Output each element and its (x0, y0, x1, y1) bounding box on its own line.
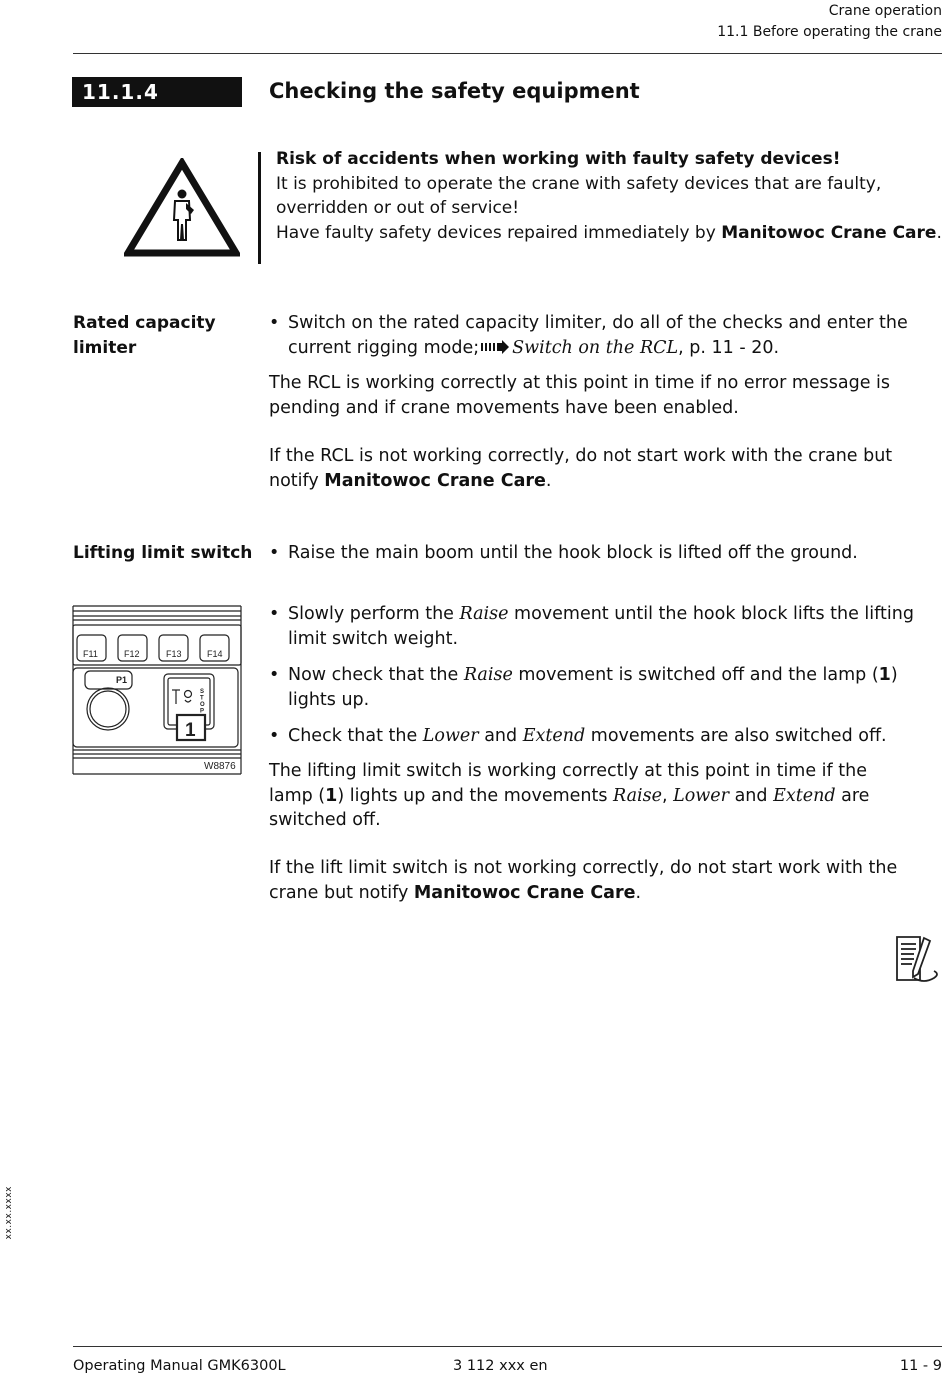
header-chapter: Crane operation (828, 3, 942, 19)
header-section: 11.1 Before operating the crane (717, 24, 942, 40)
cross-reference-arrow-icon (481, 340, 509, 354)
control-panel-figure (72, 604, 243, 776)
lamp-callout: 1 (185, 720, 196, 741)
notes-pencil-icon (894, 934, 942, 986)
key-f12: F12 (124, 649, 140, 659)
footer-manual-title: Operating Manual GMK6300L (73, 1358, 286, 1374)
lls-bullet-3: • Now check that the Raise movement is switched off and the lamp (1) lights up. (269, 665, 898, 710)
header-rule (73, 53, 942, 54)
section-title: Checking the safety equipment (269, 79, 640, 103)
footer-document-number: 3 112 xxx en (453, 1358, 548, 1374)
heading-rated-capacity-limiter: Rated capacity limiter (73, 313, 216, 358)
knob-label: P1 (116, 675, 128, 685)
section-number: 11.1.4 (72, 77, 242, 107)
rcl-bullet: • Switch on the rated capacity limiter, do all of the checks and enter the current rigging mode; Switch on the RCL, p. 11 - 20. (269, 313, 908, 358)
side-code: xx.xx.xxxx (4, 1186, 14, 1240)
heading-lifting-limit-switch: Lifting limit switch (73, 543, 253, 563)
lls-bullet-list (269, 602, 919, 749)
warning-line-1: It is prohibited to operate the crane with safety devices that are faulty, (276, 173, 882, 194)
lls-paragraph-1: The lifting limit switch is working correctly at this point in time if the lamp (1) lights up and the movements Raise, Lower and Extend are switched off. (269, 761, 870, 830)
warning-bar (258, 152, 261, 264)
rcl-paragraph-2: If the RCL is not working correctly, do not start work with the crane but notify Manitowoc Crane Care. (269, 446, 893, 491)
warning-line-2: overridden or out of service! (276, 198, 520, 218)
warning-heading: Risk of accidents when working with faulty safety devices! (276, 149, 841, 169)
key-f14: F14 (207, 649, 223, 659)
warning-line-3: Have faulty safety devices repaired immediately by Manitowoc Crane Care. (276, 222, 942, 243)
warning-triangle-person-icon (124, 158, 240, 258)
key-f11: F11 (83, 649, 98, 659)
stop-label: S T O P (200, 689, 205, 715)
lls-bullet-1: • Raise the main boom until the hook block is lifted off the ground. (269, 543, 858, 563)
rcl-paragraph-1: The RCL is working correctly at this point in time if no error message is pending and if crane movements have been enabled. (269, 373, 891, 418)
footer-rule (73, 1346, 942, 1347)
lls-bullet-4: • Check that the Lower and Extend movements are also switched off. (269, 726, 887, 746)
rcl-reference-link[interactable]: Switch on the RCL (512, 337, 679, 358)
lls-bullet-2: • Slowly perform the Raise movement until the hook block lifts the lifting limit switch weight. (269, 604, 914, 649)
warning-text (276, 147, 948, 245)
lls-paragraph-2: If the lift limit switch is not working correctly, do not start work with the crane but notify Manitowoc Crane Care. (269, 858, 898, 903)
key-f13: F13 (166, 649, 182, 659)
figure-id: W8876 (204, 761, 236, 772)
footer-page-number: 11 - 9 (899, 1358, 942, 1374)
